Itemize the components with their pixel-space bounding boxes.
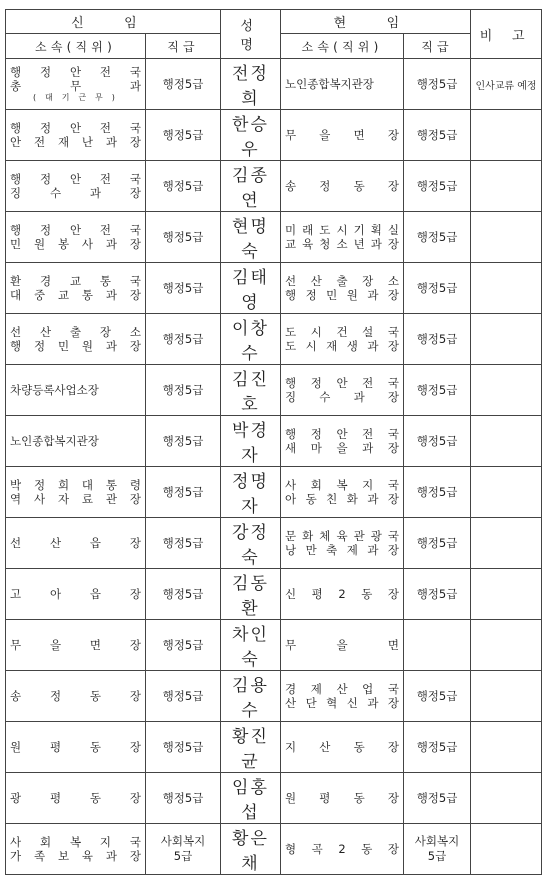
current-affiliation-line: 행 정 안 전 국 bbox=[285, 375, 400, 390]
current-affiliation-line: 징 수 과 장 bbox=[285, 390, 400, 404]
current-affiliation-cell bbox=[281, 824, 404, 875]
new-grade-cell bbox=[146, 416, 221, 467]
new-grade-line: 행정5급 bbox=[162, 280, 204, 295]
note-header: 비 고 bbox=[471, 10, 542, 59]
name-cell: 김용수 bbox=[221, 671, 281, 722]
new-grade-line: 행정5급 bbox=[162, 76, 204, 91]
table-row bbox=[6, 212, 542, 263]
current-grade-line: 사회복지 bbox=[414, 834, 460, 849]
new-grade-line: 행정5급 bbox=[162, 382, 204, 397]
name-cell: 현명숙 bbox=[221, 212, 281, 263]
current-affiliation-cell bbox=[281, 212, 404, 263]
note-cell bbox=[471, 518, 542, 569]
new-grade-line: 행정5급 bbox=[162, 229, 204, 244]
current-affiliation-cell bbox=[281, 314, 404, 365]
current-grade-line: 5급 bbox=[427, 849, 447, 863]
table-row bbox=[6, 110, 542, 161]
new-grade-cell bbox=[146, 569, 221, 620]
new-grade-cell bbox=[146, 161, 221, 212]
current-grade-cell bbox=[404, 569, 471, 620]
new-affiliation-cell bbox=[6, 365, 146, 416]
current-affiliation-line: 문 화 체 육 관 광 국 bbox=[285, 528, 400, 543]
name-cell: 차인숙 bbox=[221, 620, 281, 671]
new-affiliation-line: 안 전 재 난 과 장 bbox=[10, 135, 141, 149]
new-affiliation-line: 박 정 희 대 통 령 bbox=[10, 477, 141, 492]
new-grade-line: 사회복지 bbox=[160, 834, 206, 849]
new-grade-cell bbox=[146, 518, 221, 569]
new-affiliation-line: 총 무 과 bbox=[10, 79, 141, 93]
current-affiliation-line: 도 시 건 설 국 bbox=[285, 324, 400, 339]
current-affiliation-line: 도 시 재 생 과 장 bbox=[285, 339, 400, 353]
note-cell bbox=[471, 314, 542, 365]
new-affiliation-cell bbox=[6, 314, 146, 365]
table-row bbox=[6, 569, 542, 620]
current-affiliation-cell bbox=[281, 59, 404, 110]
new-affiliation-line: 사 회 복 지 국 bbox=[10, 834, 141, 849]
new-grade-line: 행정5급 bbox=[162, 586, 204, 601]
new-affiliation-line: 행 정 안 전 국 bbox=[10, 120, 141, 135]
current-affiliation-cell bbox=[281, 569, 404, 620]
name-cell: 임홍섭 bbox=[221, 773, 281, 824]
new-affiliation-line: 송 정 동 장 bbox=[10, 688, 141, 703]
current-grade-cell bbox=[404, 671, 471, 722]
new-affiliation-line: 차량등록사업소장 bbox=[10, 382, 99, 397]
note-cell bbox=[471, 620, 542, 671]
current-affiliation-line: 지 산 동 장 bbox=[285, 739, 400, 754]
current-affiliation-line: 신 평 2 동 장 bbox=[285, 586, 400, 601]
current-grade-cell bbox=[404, 416, 471, 467]
new-grade-line: 5급 bbox=[173, 849, 193, 863]
personnel-table bbox=[5, 9, 542, 875]
current-grade-line: 행정5급 bbox=[416, 178, 458, 193]
new-affiliation-line: 광 평 동 장 bbox=[10, 790, 141, 805]
table-row bbox=[6, 824, 542, 875]
current-grade-cell bbox=[404, 161, 471, 212]
table-row bbox=[6, 518, 542, 569]
current-affiliation-line: 아 동 친 화 과 장 bbox=[285, 492, 400, 506]
current-affiliation-header: 소속(직위) bbox=[281, 34, 404, 59]
current-grade-line: 행정5급 bbox=[416, 229, 458, 244]
current-affiliation-line: 무 을 면 bbox=[285, 637, 400, 652]
new-grade-cell bbox=[146, 263, 221, 314]
note-cell bbox=[471, 671, 542, 722]
current-affiliation-cell bbox=[281, 365, 404, 416]
current-affiliation-cell bbox=[281, 518, 404, 569]
note-cell bbox=[471, 263, 542, 314]
new-affiliation-line: 원 평 동 장 bbox=[10, 739, 141, 754]
name-header: 성 명 bbox=[221, 10, 281, 59]
new-grade-cell bbox=[146, 314, 221, 365]
new-affiliation-cell bbox=[6, 824, 146, 875]
current-grade-cell bbox=[404, 824, 471, 875]
new-grade-cell bbox=[146, 773, 221, 824]
table-row bbox=[6, 263, 542, 314]
current-affiliation-cell bbox=[281, 110, 404, 161]
new-grade-line: 행정5급 bbox=[162, 790, 204, 805]
new-post-header: 신 임 bbox=[6, 10, 221, 34]
current-grade-cell bbox=[404, 773, 471, 824]
new-affiliation-line: 민 원 봉 사 과 장 bbox=[10, 237, 141, 251]
current-grade-cell bbox=[404, 212, 471, 263]
new-grade-cell bbox=[146, 365, 221, 416]
new-grade-line: 행정5급 bbox=[162, 637, 204, 652]
current-grade-line: 행정5급 bbox=[416, 688, 458, 703]
current-affiliation-line: 행 정 안 전 국 bbox=[285, 426, 400, 441]
current-grade-line: 행정5급 bbox=[416, 586, 458, 601]
new-grade-line: 행정5급 bbox=[162, 178, 204, 193]
new-affiliation-line: 가 족 보 육 과 장 bbox=[10, 849, 141, 863]
current-grade-cell bbox=[404, 467, 471, 518]
new-grade-cell bbox=[146, 467, 221, 518]
note-cell bbox=[471, 773, 542, 824]
note-cell bbox=[471, 161, 542, 212]
current-affiliation-line: 선 산 출 장 소 bbox=[285, 273, 400, 288]
table-row bbox=[6, 671, 542, 722]
table-row bbox=[6, 773, 542, 824]
table-row bbox=[6, 161, 542, 212]
current-grade-line: 행정5급 bbox=[416, 484, 458, 499]
note-cell bbox=[471, 824, 542, 875]
name-cell: 황은채 bbox=[221, 824, 281, 875]
current-grade-line: 행정5급 bbox=[416, 280, 458, 295]
current-grade-line: 행정5급 bbox=[416, 535, 458, 550]
current-affiliation-line: 송 정 동 장 bbox=[285, 178, 400, 193]
new-affiliation-line: 선 산 읍 장 bbox=[10, 535, 141, 550]
name-cell: 정명자 bbox=[221, 467, 281, 518]
new-affiliation-line: 행 정 민 원 과 장 bbox=[10, 339, 141, 353]
name-cell: 박경자 bbox=[221, 416, 281, 467]
current-affiliation-line: 미 래 도 시 기 획 실 bbox=[285, 222, 400, 237]
note-cell bbox=[471, 110, 542, 161]
current-post-header: 현 임 bbox=[281, 10, 471, 34]
header-row-top bbox=[6, 10, 542, 34]
new-affiliation-cell bbox=[6, 110, 146, 161]
new-affiliation-cell bbox=[6, 518, 146, 569]
new-affiliation-header: 소속(직위) bbox=[6, 34, 146, 59]
current-grade-line: 행정5급 bbox=[416, 331, 458, 346]
current-affiliation-cell bbox=[281, 722, 404, 773]
current-affiliation-line: 무 을 면 장 bbox=[285, 127, 400, 142]
name-cell: 전정희 bbox=[221, 59, 281, 110]
current-affiliation-cell bbox=[281, 671, 404, 722]
new-affiliation-line: 행 정 안 전 국 bbox=[10, 64, 141, 79]
new-affiliation-line: 노인종합복지관장 bbox=[10, 433, 99, 448]
table-row bbox=[6, 314, 542, 365]
new-grade-line: 행정5급 bbox=[162, 688, 204, 703]
new-grade-cell bbox=[146, 212, 221, 263]
new-affiliation-cell bbox=[6, 773, 146, 824]
current-grade-line: 행정5급 bbox=[416, 127, 458, 142]
table-row bbox=[6, 620, 542, 671]
new-grade-line: 행정5급 bbox=[162, 127, 204, 142]
note-cell bbox=[471, 212, 542, 263]
table-row bbox=[6, 467, 542, 518]
name-cell: 황진균 bbox=[221, 722, 281, 773]
name-cell: 김진호 bbox=[221, 365, 281, 416]
current-affiliation-line: 낭 만 축 제 과 장 bbox=[285, 543, 400, 557]
current-affiliation-line: 사 회 복 지 국 bbox=[285, 477, 400, 492]
new-grade-cell bbox=[146, 722, 221, 773]
new-grade-cell bbox=[146, 824, 221, 875]
note-cell bbox=[471, 569, 542, 620]
current-grade-line: 행정5급 bbox=[416, 739, 458, 754]
new-affiliation-cell bbox=[6, 467, 146, 518]
current-grade-cell bbox=[404, 314, 471, 365]
current-grade-cell bbox=[404, 620, 471, 671]
table-row bbox=[6, 59, 542, 110]
name-cell: 김동환 bbox=[221, 569, 281, 620]
new-grade-cell bbox=[146, 671, 221, 722]
current-grade-cell bbox=[404, 110, 471, 161]
note-cell bbox=[471, 467, 542, 518]
current-grade-header: 직급 bbox=[404, 34, 471, 59]
new-affiliation-line: 선 산 출 장 소 bbox=[10, 324, 141, 339]
new-grade-line: 행정5급 bbox=[162, 331, 204, 346]
name-cell: 강정숙 bbox=[221, 518, 281, 569]
new-affiliation-cell bbox=[6, 263, 146, 314]
new-grade-line: 행정5급 bbox=[162, 535, 204, 550]
new-affiliation-line: 징 수 과 장 bbox=[10, 186, 141, 200]
current-affiliation-line: 새 마 을 과 장 bbox=[285, 441, 400, 455]
current-affiliation-line: 경 제 산 업 국 bbox=[285, 681, 400, 696]
current-grade-cell bbox=[404, 518, 471, 569]
table-row bbox=[6, 722, 542, 773]
current-affiliation-cell bbox=[281, 263, 404, 314]
new-affiliation-note: ( 대 기 근 무 ) bbox=[32, 93, 119, 103]
current-grade-cell bbox=[404, 263, 471, 314]
table-row bbox=[6, 416, 542, 467]
roster-body bbox=[6, 59, 542, 875]
new-affiliation-cell bbox=[6, 416, 146, 467]
new-affiliation-cell bbox=[6, 620, 146, 671]
current-affiliation-cell bbox=[281, 161, 404, 212]
new-affiliation-cell bbox=[6, 722, 146, 773]
personnel-roster bbox=[5, 9, 542, 875]
new-grade-line: 행정5급 bbox=[162, 433, 204, 448]
new-grade-header: 직급 bbox=[146, 34, 221, 59]
new-grade-cell bbox=[146, 59, 221, 110]
name-cell: 김태영 bbox=[221, 263, 281, 314]
new-affiliation-line: 고 아 읍 장 bbox=[10, 586, 141, 601]
new-affiliation-line: 무 을 면 장 bbox=[10, 637, 141, 652]
new-grade-line: 행정5급 bbox=[162, 739, 204, 754]
current-grade-cell bbox=[404, 59, 471, 110]
new-affiliation-line: 행 정 안 전 국 bbox=[10, 171, 141, 186]
name-cell: 이창수 bbox=[221, 314, 281, 365]
new-affiliation-cell bbox=[6, 671, 146, 722]
new-affiliation-line: 대 중 교 통 과 장 bbox=[10, 288, 141, 302]
name-cell: 한승우 bbox=[221, 110, 281, 161]
current-grade-line: 행정5급 bbox=[416, 433, 458, 448]
current-affiliation-line: 산 단 혁 신 과 장 bbox=[285, 696, 400, 710]
new-affiliation-line: 환 경 교 통 국 bbox=[10, 273, 141, 288]
current-affiliation-line: 노인종합복지관장 bbox=[285, 76, 374, 91]
note-cell bbox=[471, 365, 542, 416]
new-grade-cell bbox=[146, 620, 221, 671]
new-affiliation-cell bbox=[6, 161, 146, 212]
name-cell: 김종연 bbox=[221, 161, 281, 212]
current-grade-cell bbox=[404, 365, 471, 416]
current-grade-line: 행정5급 bbox=[416, 790, 458, 805]
current-affiliation-cell bbox=[281, 467, 404, 518]
note-cell bbox=[471, 722, 542, 773]
new-affiliation-line: 역 사 자 료 관 장 bbox=[10, 492, 141, 506]
new-affiliation-line: 행 정 안 전 국 bbox=[10, 222, 141, 237]
current-grade-line: 행정5급 bbox=[416, 382, 458, 397]
new-affiliation-cell bbox=[6, 569, 146, 620]
new-affiliation-cell bbox=[6, 212, 146, 263]
new-grade-cell bbox=[146, 110, 221, 161]
new-affiliation-cell bbox=[6, 59, 146, 110]
current-grade-line: 행정5급 bbox=[416, 76, 458, 91]
current-grade-cell bbox=[404, 722, 471, 773]
current-affiliation-line: 원 평 동 장 bbox=[285, 790, 400, 805]
current-affiliation-cell bbox=[281, 416, 404, 467]
current-affiliation-line: 행 정 민 원 과 장 bbox=[285, 288, 400, 302]
current-affiliation-cell bbox=[281, 620, 404, 671]
current-affiliation-line: 형 곡 2 동 장 bbox=[285, 841, 400, 856]
table-row bbox=[6, 365, 542, 416]
current-affiliation-cell bbox=[281, 773, 404, 824]
note-cell bbox=[471, 416, 542, 467]
note-cell: 인사교류 예정 bbox=[471, 59, 542, 110]
new-grade-line: 행정5급 bbox=[162, 484, 204, 499]
current-affiliation-line: 교 육 청 소 년 과 장 bbox=[285, 237, 400, 251]
